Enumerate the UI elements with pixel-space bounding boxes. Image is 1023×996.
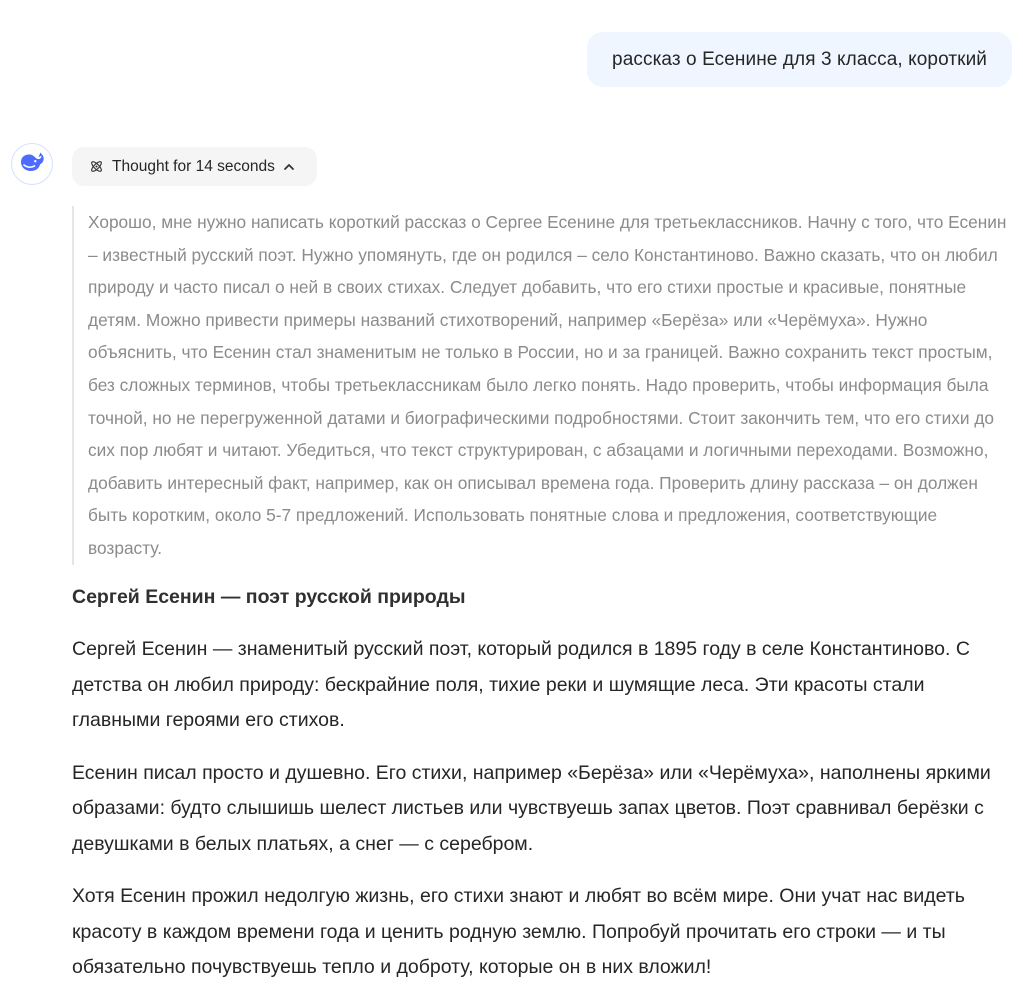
thought-toggle-label: Thought for 14 seconds [112, 157, 275, 175]
deepseek-whale-icon [19, 151, 45, 178]
assistant-avatar [11, 143, 53, 185]
answer-paragraph: Есенин писал просто и душевно. Его стихи, например «Берёза» или «Черёмуха», наполнены яркими образами: будто слышишь шелест листьев или чувствуешь запах цветов. Поэт сравнивал берёзки с девушками в белых платьях, а снег — с серебром. [72, 761, 991, 855]
answer-title: Сергей Есенин — поэт русской природы [72, 586, 466, 608]
answer-paragraph: Сергей Есенин — знаменитый русский поэт, который родился в 1895 году в селе Константиново. С детства он любил природу: бескрайние поля, тихие реки и шумящие леса. Эти красоты стали главными героями его стихов. [72, 638, 970, 731]
thought-toggle-button[interactable] [72, 147, 317, 186]
user-message-bubble: рассказ о Есенине для 3 класса, короткий [587, 32, 1012, 87]
thinking-content: Хорошо, мне нужно написать короткий рассказ о Сергее Есенине для третьеклассников. Начну с того, что Есенин – известный русский поэт. Нужно упомянуть, где он родился – село Константиново. Важно сказать, что он любил природу и часто писал о ней в своих стихах. Следует добавить, что его стихи простые и красивые, понятные детям. Можно привести примеры названий стихотворений, например «Берёза» или «Черёмуха». Нужно объяснить, что Есенин стал знаменитым не только в России, но и за границей. Важно сохранить текст простым, без сложных терминов, чтобы третьеклассникам было легко понять. Надо проверить, чтобы информация была точной, но не перегруженной датами и биографическими подробностями. Стоит закончить тем, что его стихи до сих пор любят и читают. Убедиться, что текст структурирован, с абзацами и логичными переходами. Возможно, добавить интересный факт, например, как он описывал времена года. Проверить длину рассказа – он должен быть коротким, около 5-7 предложений. Использовать понятные слова и предложения, соответствующие возрасту. [72, 206, 1012, 565]
chevron-up-icon [283, 161, 295, 173]
assistant-answer [72, 580, 1012, 996]
user-message-row [587, 32, 1012, 87]
atom-icon [89, 159, 104, 174]
answer-paragraph: Хотя Есенин прожил недолгую жизнь, его стихи знают и любят во всём мире. Они учат нас видеть красоту в каждом времени года и ценить родную землю. Попробуй прочитать его строки — и ты обязательно почувствуешь тепло и доброту, которые он в них вложил! [72, 885, 965, 978]
